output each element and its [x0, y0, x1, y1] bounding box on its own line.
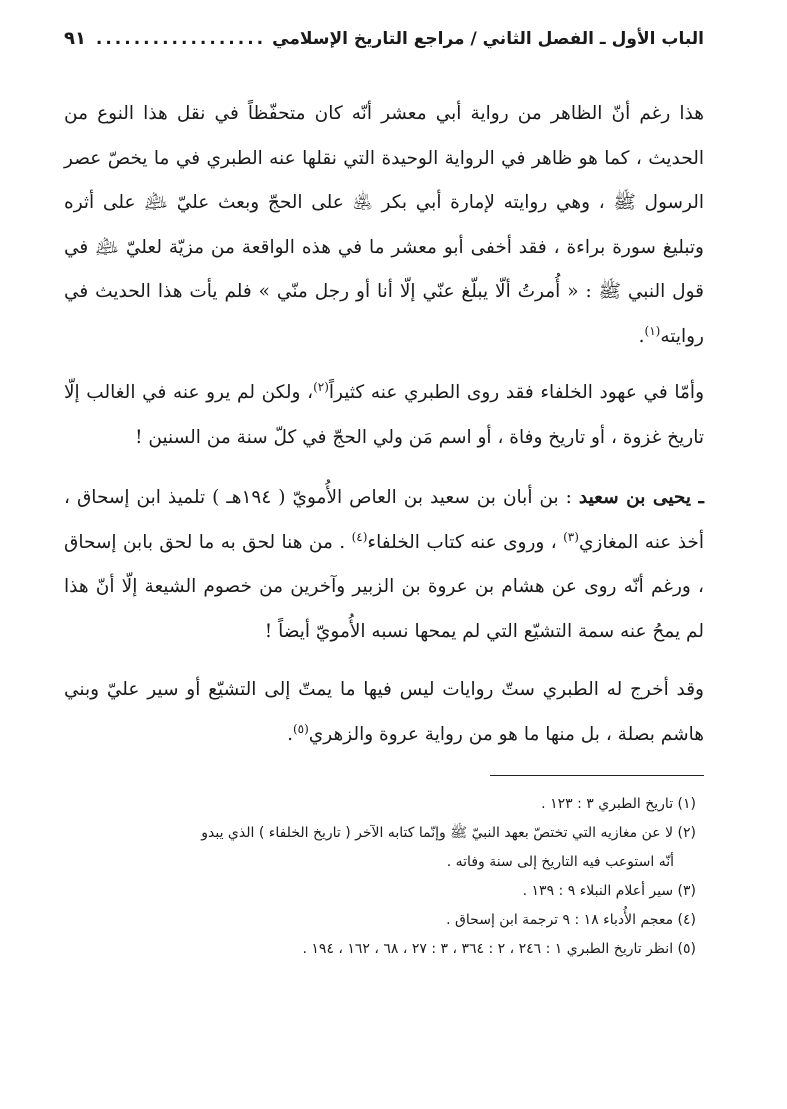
footnote: (٥) انظر تاريخ الطبري ١ : ٢٤٦ ، ٢ : ٣٦٤ ، ٣ : ٢٧ ، ٦٨ ، ١٦٢ ، ١٩٤ .: [302, 941, 696, 957]
chapter-title: الباب الأول ـ الفصل الثاني / مراجع التاريخ الإسلامي: [272, 29, 704, 49]
footnote-marker: (٤): [351, 529, 368, 544]
entry-heading: ـ يحيى بن سعيد: [578, 487, 704, 508]
paragraph-text: .: [638, 325, 645, 347]
page-number: ٩١: [64, 28, 86, 49]
footnote-marker: (٣): [563, 529, 579, 544]
footnote: (١) تاريخ الطبري ٣ : ١٢٣ .: [541, 796, 696, 812]
footnote: (٤) معجم الأُدباء ١٨ : ٩ ترجمة ابن إسحاق .: [446, 912, 696, 928]
footnote: (٣) سير أعلام النبلاء ٩ : ١٣٩ .: [522, 883, 696, 899]
paragraph-text: وقد أخرج له الطبري ستّ روايات ليس فيها ما يمتّ إلى التشيّع أو سير عليّ وبني هاشم بصلة ، بل منها ما هو من رواية عروة والزهري: [64, 679, 704, 745]
paragraph-text: وأمّا في عهود الخلفاء فقد روى الطبري عنه كثيراً: [328, 382, 705, 403]
footnote: (٢) لا عن مغازيه التي تختصّ بعهد النبيّ ﷺ وإنّما كتابه الآخر ( تاريخ الخلفاء ) الذي يبدو: [201, 825, 696, 841]
footnote-continuation: أنّه استوعب فيه التاريخ إلى سنة وفاته .: [446, 854, 674, 870]
paragraph-abu-mashar: [64, 92, 704, 359]
paragraph-caliphs: [64, 371, 704, 460]
paragraph-text: : بن أبان بن سعيد بن العاص الأُمويّ ( ١٩٤هـ ) تلميذ ابن إسحاق ، أخذ عنه المغازي: [64, 487, 704, 553]
footnote-marker: (١): [644, 323, 661, 338]
leader-dots: [92, 29, 266, 49]
paragraph-yahya-ibn-said: [64, 476, 704, 654]
paragraph-tabari-narrations: [64, 668, 704, 757]
footnote-marker: (٥): [292, 721, 309, 736]
paragraph-text: . من هنا لحق به ما لحق بابن إسحاق ، ورغم أنّه روى عن هشام بن عروة بن الزبير وآخرين من خصوم الشيعة إلّا أنّ هذا لم يمحُ عنه سمة التشيّع التي لم يمحها نسبه الأُمويّ أيضاً !: [64, 531, 704, 642]
footnotes: [64, 790, 704, 964]
footnote-separator: [490, 775, 704, 776]
book-page: [64, 28, 704, 1088]
paragraph-text: ، ولكن لم يرو عنه في الغالب إلّا تاريخ غزوة ، أو تاريخ وفاة ، أو اسم مَن ولي الحجّ في كلّ سنة من السنين !: [64, 382, 704, 448]
paragraph-text: ، وروى عنه كتاب الخلفاء: [367, 531, 557, 553]
running-header: [64, 28, 704, 72]
footnote-marker: (٢): [313, 379, 329, 394]
paragraph-text: هذا رغم أنّ الظاهر من رواية أبي معشر أنّه كان متحفّظاً في نقل هذا النوع من الحديث ، كما هو ظاهر في الرواية الوحيدة التي نقلها عنه الطبري في ما يخصّ عصر الرسول ﷺ ، وهي روايته لإمارة أبي بكر ﵁ على الحجّ وبعث عليّ ﵇ على أثره وتبليغ سورة براءة ، فقد أخفى أبو معشر ما في هذه الواقعة من مزيّة لعليّ ﵇ في قول النبي ﷺ : « أُمرتُ ألّا يبلّغ عنّي إلّا أنا أو رجل منّي » فلم يأت هذا الحديث في روايته: [64, 103, 704, 347]
paragraph-text: .: [287, 723, 293, 745]
